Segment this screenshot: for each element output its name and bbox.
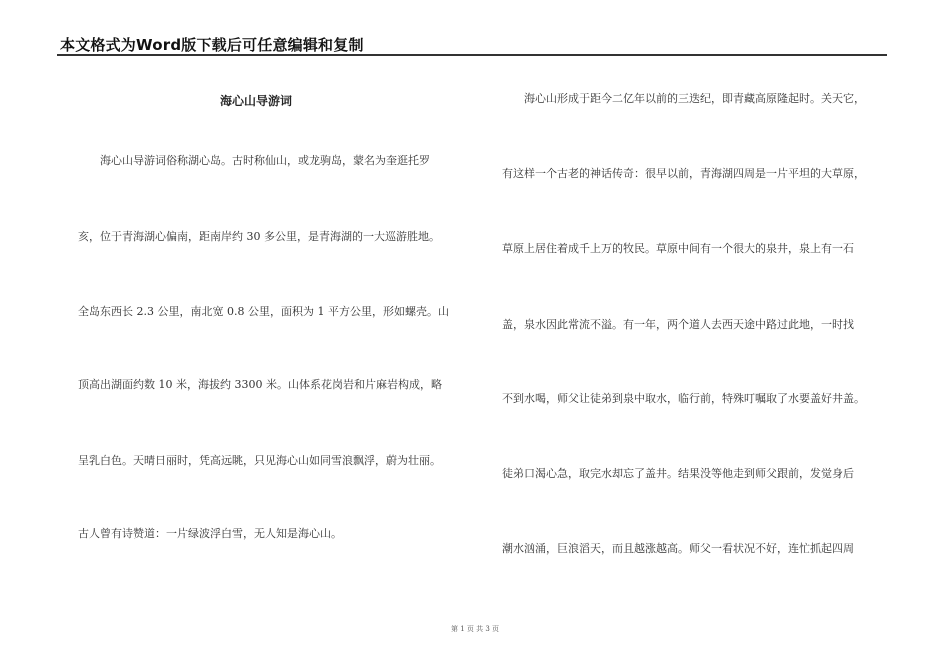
right-line: 徒弟口渴心急，取完水却忘了盖井。结果没等他走到师父跟前，发觉身后 [502,467,854,480]
document-title: 海心山导游词 [220,94,293,108]
left-line: 呈乳白色。天晴日丽时，凭高远眺，只见海心山如同雪浪飘浮，蔚为壮丽。 [78,454,441,467]
left-line: 全岛东西长 2.3 公里，南北宽 0.8 公里，面积为 1 平方公里，形如螺壳。山 [78,305,449,318]
right-line: 草原上居住着成千上万的牧民。草原中间有一个很大的泉井，泉上有一石 [502,242,854,255]
right-line: 潮水汹涌，巨浪滔天，而且越涨越高。师父一看状况不好，连忙抓起四周 [502,542,854,555]
left-line: 亥，位于青海湖心偏南，距南岸约 30 多公里，是青海湖的一大巡游胜地。 [78,230,440,243]
page-header: 本文格式为Word版下载后可任意编辑和复制 [60,36,364,54]
left-line: 顶高出湖面约数 10 米，海拔约 3300 米。山体系花岗岩和片麻岩构成，略 [78,378,442,391]
page-number: 第 1 页 共 3 页 [450,625,500,633]
left-line: 海心山导游词俗称湖心岛。古时称仙山，或龙驹岛，蒙名为奎逛托罗 [100,154,430,167]
right-line: 盖，泉水因此常流不溢。有一年，两个道人去西天途中路过此地，一时找 [502,318,854,331]
left-line: 古人曾有诗赞道：一片绿波浮白雪，无人知是海心山。 [78,527,342,540]
right-line: 有这样一个古老的神话传奇：很早以前，青海湖四周是一片平坦的大草原， [502,167,865,180]
right-line: 海心山形成于距今二亿年以前的三迭纪，即青藏高原隆起时。关天它， [524,92,865,105]
right-line: 不到水喝，师父让徒弟到泉中取水，临行前，特殊叮嘱取了水要盖好井盖。 [502,392,865,405]
header-divider [57,54,887,56]
